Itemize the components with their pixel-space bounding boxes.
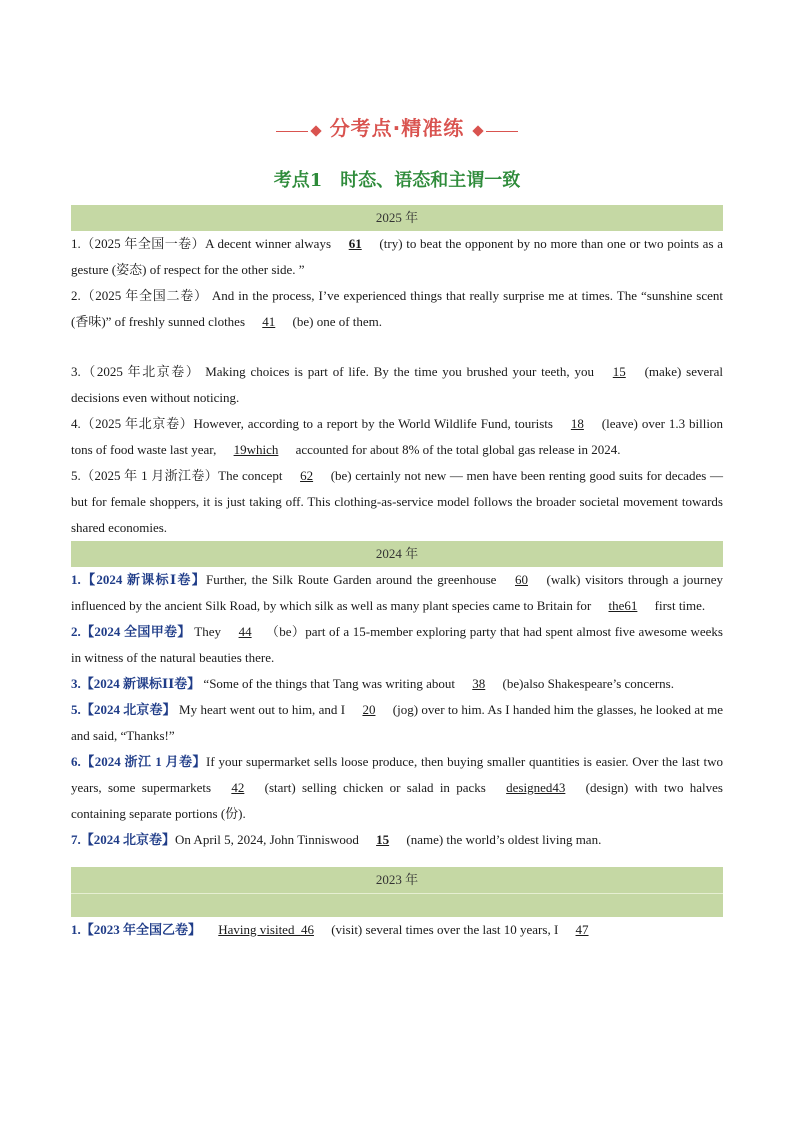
question-text: They	[190, 624, 225, 639]
question-text: Further, the Silk Route Garden around the greenhouse	[206, 572, 501, 587]
question-2024-6	[71, 749, 723, 827]
banner-diamond-left-icon	[310, 125, 321, 136]
question-2025-2	[71, 283, 723, 335]
year-header-2024: 2024 年	[71, 541, 723, 567]
topic-subtitle: 考点1 时态、语态和主谓一致	[273, 170, 521, 191]
question-2024-7	[71, 827, 723, 853]
spacer	[71, 853, 723, 867]
question-text: (leave) over 1.3 billion tons of food waste last year,	[71, 416, 723, 457]
year-header-2023	[71, 867, 723, 917]
question-source-tag: 3.（2025 年北京卷）	[71, 364, 201, 379]
question-source-tag: 3.【2024 新课标ⅠⅠ卷】	[71, 676, 201, 691]
question-text: A decent winner always	[205, 236, 335, 251]
question-text: （be）part of a 15-member exploring party that had spent almost five awesome weeks in witness of the natural beauties there.	[71, 624, 723, 665]
answer-blank: 61	[348, 236, 362, 251]
answer-blank: 19which	[233, 442, 279, 457]
question-source-tag: 1.【2023 年全国乙卷】	[71, 922, 202, 937]
answer-blank: 15	[376, 832, 390, 847]
answer-blank: 60	[514, 572, 528, 587]
question-text: (visit) several times over the last 10 years, I	[327, 922, 562, 937]
year-header-label: 2023 年	[71, 867, 723, 894]
spacer	[71, 335, 723, 359]
question-text: (jog) over to him. As I handed him the glasses, he looked at me and said, “Thanks!”	[71, 702, 723, 743]
question-text: accounted for about 8% of the total global gas release in 2024.	[292, 442, 621, 457]
question-text: (walk) visitors through a journey influenced by the ancient Silk Road, by which silk as well as many plant species came to Britain for	[71, 572, 724, 613]
question-source-tag: 1.（2025 年全国一卷）	[71, 236, 206, 251]
answer-blank: 47	[575, 922, 589, 937]
question-source-tag: 1.【2024 新课标Ⅰ卷】	[71, 572, 207, 587]
question-text: If your supermarket sells loose produce, then buying smaller quantities is easier. Over the last two years, some supermarkets	[71, 754, 723, 795]
banner-title: 分考点·精准练	[329, 115, 465, 140]
question-source-tag: 4.（2025 年北京卷）	[71, 416, 194, 431]
question-source-tag: 7.【2024 北京卷】	[71, 832, 176, 847]
question-text: However, according to a report by the World Wildlife Fund, tourists	[193, 416, 557, 431]
question-text: (start) selling chicken or salad in packs	[258, 780, 493, 795]
question-source-tag: 6.【2024 浙江 1 月卷】	[71, 754, 207, 769]
question-2025-4	[71, 411, 723, 463]
year-header-2025: 2025 年	[71, 205, 723, 231]
question-text: “Some of the things that Tang was writing about	[200, 676, 459, 691]
question-text: (be) one of them.	[289, 314, 383, 329]
question-source-tag: 2.（2025 年全国二卷）	[71, 288, 208, 303]
question-text: And in the process, I’ve experienced things that really surprise me at times. The “sunshine scent (香味)” of freshly sunned clothes	[71, 288, 723, 329]
banner-rule-left	[276, 131, 308, 132]
question-text: (try) to beat the opponent by no more than one or two points as a gesture (姿态) of respect for the other side. ”	[71, 236, 723, 277]
question-text: (be) certainly not new — men have been renting good suits for decades — but for female shoppers, it is just taking off. This clothing-as-service model follows the broader societal movement towards shared economies.	[71, 468, 723, 535]
question-text: (make) several decisions even without noticing.	[71, 364, 723, 405]
question-source-tag: 2.【2024 全国甲卷】	[71, 624, 191, 639]
question-text: (name) the world’s oldest living man.	[403, 832, 602, 847]
question-source-tag: 5.【2024 北京卷】	[71, 702, 176, 717]
question-2023-1	[71, 917, 723, 943]
exercise-content	[71, 205, 723, 943]
answer-blank: 15	[612, 364, 626, 379]
answer-blank: 44	[238, 624, 252, 639]
answer-blank: 41	[262, 314, 276, 329]
answer-blank: 18	[570, 416, 584, 431]
answer-blank: 38	[472, 676, 486, 691]
answer-blank: Having visited_46	[218, 922, 314, 937]
question-text: first time.	[651, 598, 706, 613]
answer-blank: 62	[300, 468, 314, 483]
question-text: My heart went out to him, and I	[175, 702, 349, 717]
question-text: On April 5, 2024, John Tinniswood	[175, 832, 363, 847]
question-text: (be)also Shakespeare’s concerns.	[499, 676, 674, 691]
question-2024-1	[71, 567, 723, 619]
banner-diamond-right-icon	[473, 125, 484, 136]
question-2024-3	[71, 671, 723, 697]
question-source-tag: 5.（2025 年 1 月浙江卷）	[71, 468, 219, 483]
question-2024-5	[71, 697, 723, 749]
question-2025-1	[71, 231, 723, 283]
section-banner	[0, 110, 794, 142]
question-text: Making choices is part of life. By the time you brushed your teeth, you	[200, 364, 599, 379]
question-2025-3	[71, 359, 723, 411]
banner-rule-right	[486, 131, 518, 132]
question-2024-2	[71, 619, 723, 671]
question-2025-5	[71, 463, 723, 541]
answer-blank: the61	[608, 598, 638, 613]
answer-blank: 42	[231, 780, 245, 795]
question-text: (design) with two halves containing separate portions (份).	[71, 780, 723, 821]
question-text: The concept	[218, 468, 287, 483]
answer-blank: 20	[362, 702, 376, 717]
answer-blank: designed43	[506, 780, 566, 795]
